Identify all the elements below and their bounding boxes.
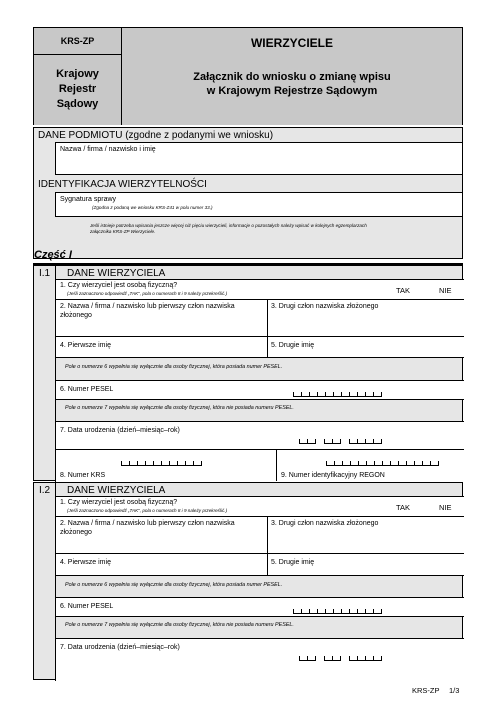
question-note: (Jeśli zaznaczono odpowiedź „TAK", pola o numerach 8 i 9 należy przekreślić.)	[67, 291, 228, 296]
note-line: załącznika KRS-ZP Wierzyciele.	[90, 229, 156, 234]
second-surname-label: 3. Drugi człon nazwiska złożonego	[271, 520, 379, 527]
second-surname-label: 3. Drugi człon nazwiska złożonego	[271, 303, 379, 310]
form-subtitle	[122, 70, 462, 98]
subject-name-label: Nazwa / firma / nazwisko i imię	[60, 146, 156, 153]
no-option[interactable]: NIE	[439, 286, 452, 295]
second-surname-field[interactable]	[268, 300, 464, 337]
name-label: 2. Nazwa / firma / nazwisko lub pierwszy człon nazwiska złożonego	[60, 303, 235, 319]
subject-section	[33, 127, 463, 259]
pesel-label: 6. Numer PESEL	[60, 603, 114, 610]
birthdate-field[interactable]	[56, 421, 464, 449]
pesel-note: Pole o numerze 6 wypełnia się wyłącznie dla osoby fizycznej, która posiada numer PESEL.	[65, 364, 283, 370]
question-label: 1. Czy wierzyciel jest osobą fizyczną?	[60, 282, 178, 289]
regon-label: 9. Numer identyfikacyjny REGON	[281, 472, 385, 479]
creditor-number: I.1	[39, 268, 51, 279]
register-line: Sądowy	[56, 98, 99, 110]
first-name-label: 4. Pierwsze imię	[60, 342, 111, 349]
second-name-label: 5. Drugie imię	[271, 342, 315, 349]
pesel-label: 6. Numer PESEL	[60, 386, 114, 393]
page-number: 1/3	[449, 686, 460, 695]
day-boxes	[299, 438, 316, 444]
extra-creditors-note	[90, 223, 450, 235]
day-boxes	[299, 655, 316, 661]
yes-option[interactable]: TAK	[396, 503, 411, 512]
birthdate-label: 7. Data urodzenia (dzień–miesiąc–rok)	[60, 427, 180, 434]
second-name-field[interactable]	[268, 337, 464, 358]
question-note: (Jeśli zaznaczono odpowiedź „TAK", pola o numerach 8 i 9 należy przekreślić.)	[67, 508, 228, 513]
krs-boxes	[121, 460, 202, 466]
case-signature-note: (Zgodna z podaną we wniosku KRS-Z41 w polu numer 33.)	[92, 205, 213, 210]
register-line: Rejestr	[58, 83, 97, 95]
year-boxes	[349, 655, 382, 661]
natural-person-question	[56, 280, 464, 300]
form-code: KRS-ZP	[60, 36, 95, 46]
second-surname-field[interactable]	[268, 517, 464, 554]
footer-code: KRS-ZP	[412, 686, 440, 695]
pesel-boxes	[293, 391, 382, 397]
creditor-title: DANE WIERZYCIELA	[67, 485, 166, 496]
name-field[interactable]	[56, 517, 268, 554]
subject-name-field[interactable]	[55, 142, 463, 175]
creditor-section-2	[33, 482, 463, 680]
regon-field[interactable]	[277, 449, 464, 481]
form-code-cell	[34, 28, 122, 55]
first-name-field[interactable]	[56, 554, 268, 576]
second-name-label: 5. Drugie imię	[271, 559, 315, 566]
natural-person-question	[56, 497, 464, 517]
month-boxes	[324, 438, 341, 444]
second-name-field[interactable]	[268, 554, 464, 576]
subtitle-line: Załącznik do wniosku o zmianę wpisu	[193, 71, 391, 83]
register-cell	[34, 55, 122, 125]
first-name-field[interactable]	[56, 337, 268, 358]
krs-label: 8. Numer KRS	[60, 472, 106, 479]
title-cell	[122, 28, 462, 125]
regon-boxes	[326, 460, 439, 466]
subject-heading: DANE PODMIOTU (zgodne z podanymi we wniosku)	[38, 130, 274, 141]
pesel-boxes	[293, 608, 382, 614]
identification-heading: IDENTYFIKACJA WIERZYTELNOŚCI	[38, 179, 207, 190]
creditor-section-1	[33, 265, 463, 481]
year-boxes	[349, 438, 382, 444]
case-signature-label: Sygnatura sprawy	[60, 196, 117, 203]
pesel-note: Pole o numerze 6 wypełnia się wyłącznie dla osoby fizycznej, która posiada numer PESEL.	[65, 582, 283, 588]
name-label: 2. Nazwa / firma / nazwisko lub pierwszy człon nazwiska złożonego	[60, 520, 235, 536]
pesel-field[interactable]	[56, 597, 464, 617]
month-boxes	[324, 655, 341, 661]
part-heading: Część I	[34, 249, 72, 261]
birthdate-note: Pole o numerze 7 wypełnia się wyłącznie dla osoby fizycznej, która nie posiada numeru PESEL.	[65, 405, 294, 411]
case-signature-field[interactable]	[55, 192, 463, 217]
creditor-number: I.2	[39, 485, 51, 496]
question-label: 1. Czy wierzyciel jest osobą fizyczną?	[60, 499, 178, 506]
name-field[interactable]	[56, 300, 268, 337]
pesel-field[interactable]	[56, 380, 464, 400]
form-title: WIERZYCIELE	[250, 36, 333, 50]
note-line: Jeśli istnieje potrzeba wpisania jeszcze więcej niż pięciu wierzycieli, informacje o pozostałych należy wpisać w kolejnych egzemplarzach	[90, 223, 367, 228]
register-line: Krajowy	[56, 68, 99, 80]
krs-field[interactable]	[56, 449, 277, 481]
creditor-title: DANE WIERZYCIELA	[67, 268, 166, 279]
yes-option[interactable]: TAK	[396, 286, 411, 295]
birthdate-note: Pole o numerze 7 wypełnia się wyłącznie dla osoby fizycznej, która nie posiada numeru PESEL.	[65, 622, 294, 628]
birthdate-label: 7. Data urodzenia (dzień–miesiąc–rok)	[60, 644, 180, 651]
form-header	[33, 27, 463, 125]
first-name-label: 4. Pierwsze imię	[60, 559, 111, 566]
no-option[interactable]: NIE	[439, 503, 452, 512]
subtitle-line: w Krajowym Rejestrze Sądowym	[206, 85, 378, 97]
birthdate-field[interactable]	[56, 638, 464, 680]
